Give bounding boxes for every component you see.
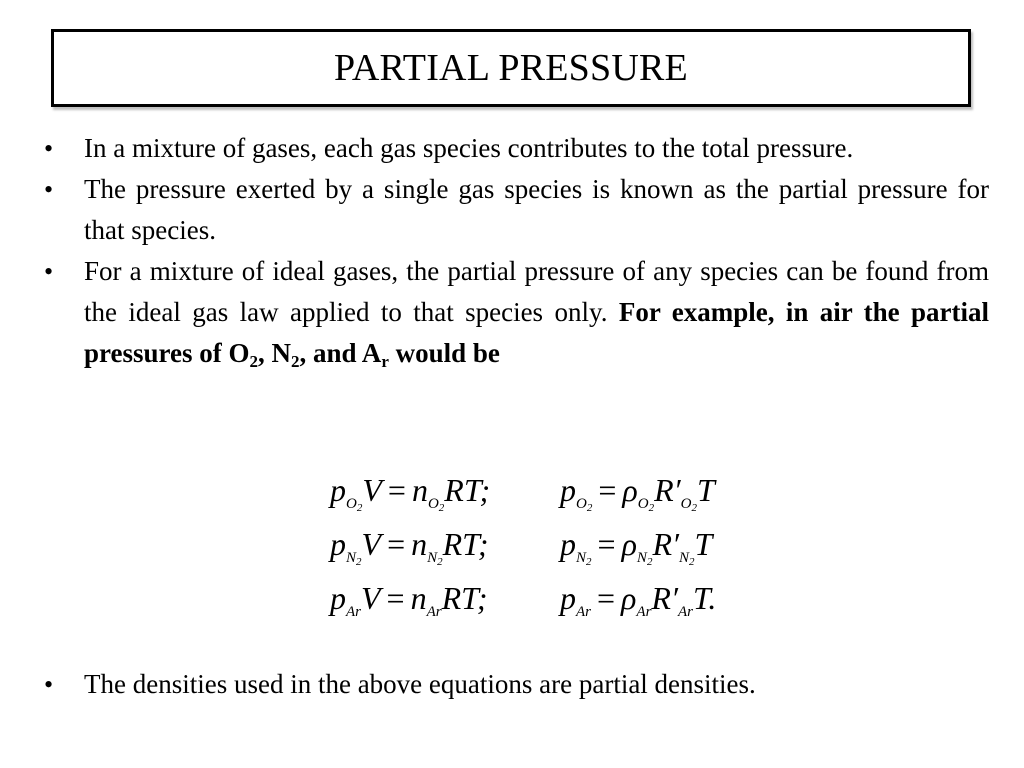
eq-subsubscript: 2 [356, 501, 363, 514]
example-text: , and A [299, 338, 382, 368]
eq-subsubscript: 2 [438, 501, 445, 514]
eq-trail: . [708, 579, 717, 616]
equation-ideal-gas [330, 525, 560, 568]
example-text: For example, in air the partial pressures of O [84, 297, 990, 368]
eq-subsubscript: 2 [691, 501, 697, 514]
bullet-dot-icon: • [44, 257, 54, 286]
equals-sign: = [598, 471, 617, 508]
bullet-dot-icon: • [44, 175, 54, 204]
eq-symbol: p [330, 471, 346, 508]
bullet-text: The densities used in the above equations are partial densities. [84, 669, 756, 699]
eq-symbol: RT; [441, 579, 488, 616]
bullet-item-4 [41, 664, 989, 705]
eq-subscript: Ar [346, 603, 361, 620]
slide-title-box [51, 29, 971, 107]
bullet-dot-icon: • [44, 670, 54, 699]
eq-subscript: Ar [636, 603, 652, 620]
eq-subscript: Ar [677, 603, 693, 620]
eq-symbol: V [361, 579, 381, 616]
eq-symbol: R′ [652, 525, 679, 562]
bullet-text: In a mixture of gases, each gas species contributes to the total pressure. [84, 133, 854, 163]
subscript: 2 [291, 352, 300, 371]
eq-subsubscript: 2 [586, 501, 593, 514]
eq-symbol: n [410, 579, 427, 616]
eq-subscript: O [427, 495, 439, 512]
eq-subscript: O [680, 495, 692, 512]
example-text: , N [258, 338, 292, 368]
equation-density-form [560, 579, 717, 620]
eq-subsubscript: 2 [437, 555, 443, 568]
eq-symbol: V [362, 471, 382, 508]
eq-symbol: n [411, 471, 428, 508]
bullet-item-2 [41, 169, 989, 251]
eq-subsubscript: 2 [356, 555, 362, 568]
example-text: would be [388, 338, 500, 368]
eq-symbol: p [560, 471, 576, 508]
eq-subscript: N [678, 549, 689, 566]
eq-symbol: p [560, 579, 576, 616]
bullet-text: The pressure exerted by a single gas species is known as the partial pressure for that species. [84, 174, 989, 245]
eq-subscript: N [427, 549, 438, 566]
equals-sign: = [387, 471, 406, 508]
eq-symbol: ρ [621, 579, 637, 616]
eq-subscript: N [346, 549, 357, 566]
equals-sign: = [386, 579, 405, 616]
bullet-text-with-example [84, 251, 989, 374]
equation-density-form [560, 525, 713, 568]
equation-block [330, 463, 800, 625]
eq-symbol: T [692, 579, 709, 616]
eq-subscript: O [637, 495, 649, 512]
equation-ideal-gas [330, 471, 560, 514]
bullet-list [41, 128, 989, 374]
bullet-item-1 [41, 128, 989, 169]
eq-symbol: V [361, 525, 382, 562]
bullet-item-3 [41, 251, 989, 374]
eq-symbol: R′ [651, 579, 678, 616]
subscript: 2 [249, 352, 259, 371]
equation-row-nitrogen [330, 517, 800, 571]
bullet-dot-icon: • [44, 134, 54, 163]
eq-subscript: O [346, 495, 357, 512]
eq-subscript: Ar [426, 603, 442, 620]
eq-symbol: RT; [442, 525, 489, 562]
eq-subscript: Ar [576, 603, 591, 620]
equation-row-argon [330, 571, 800, 625]
eq-subsubscript: 2 [586, 555, 592, 568]
eq-symbol: p [560, 525, 576, 562]
eq-symbol: ρ [621, 525, 637, 562]
subscript: r [381, 352, 389, 371]
eq-symbol: R′ [654, 471, 681, 508]
eq-symbol: p [330, 579, 346, 616]
equals-sign: = [387, 525, 406, 562]
equation-row-oxygen [330, 463, 800, 517]
eq-symbol: ρ [622, 471, 638, 508]
eq-subscript: N [576, 549, 587, 566]
eq-symbol: RT; [444, 471, 491, 508]
eq-subscript: N [636, 549, 647, 566]
eq-subscript: O [576, 495, 587, 512]
eq-subsubscript: 2 [646, 555, 653, 568]
equals-sign: = [597, 525, 616, 562]
eq-subsubscript: 2 [689, 555, 695, 568]
equation-density-form [560, 471, 715, 514]
slide-title: PARTIAL PRESSURE [334, 47, 688, 89]
eq-subsubscript: 2 [648, 501, 655, 514]
eq-symbol: T [696, 471, 715, 508]
eq-symbol: p [330, 525, 346, 562]
eq-symbol: T [694, 525, 713, 562]
bullet-text: For a mixture of ideal gases, the partial pressure of any species can be found from the ideal gas law applied to that species only. [84, 256, 989, 327]
equation-ideal-gas [330, 579, 560, 620]
eq-symbol: n [411, 525, 428, 562]
equals-sign: = [597, 579, 616, 616]
